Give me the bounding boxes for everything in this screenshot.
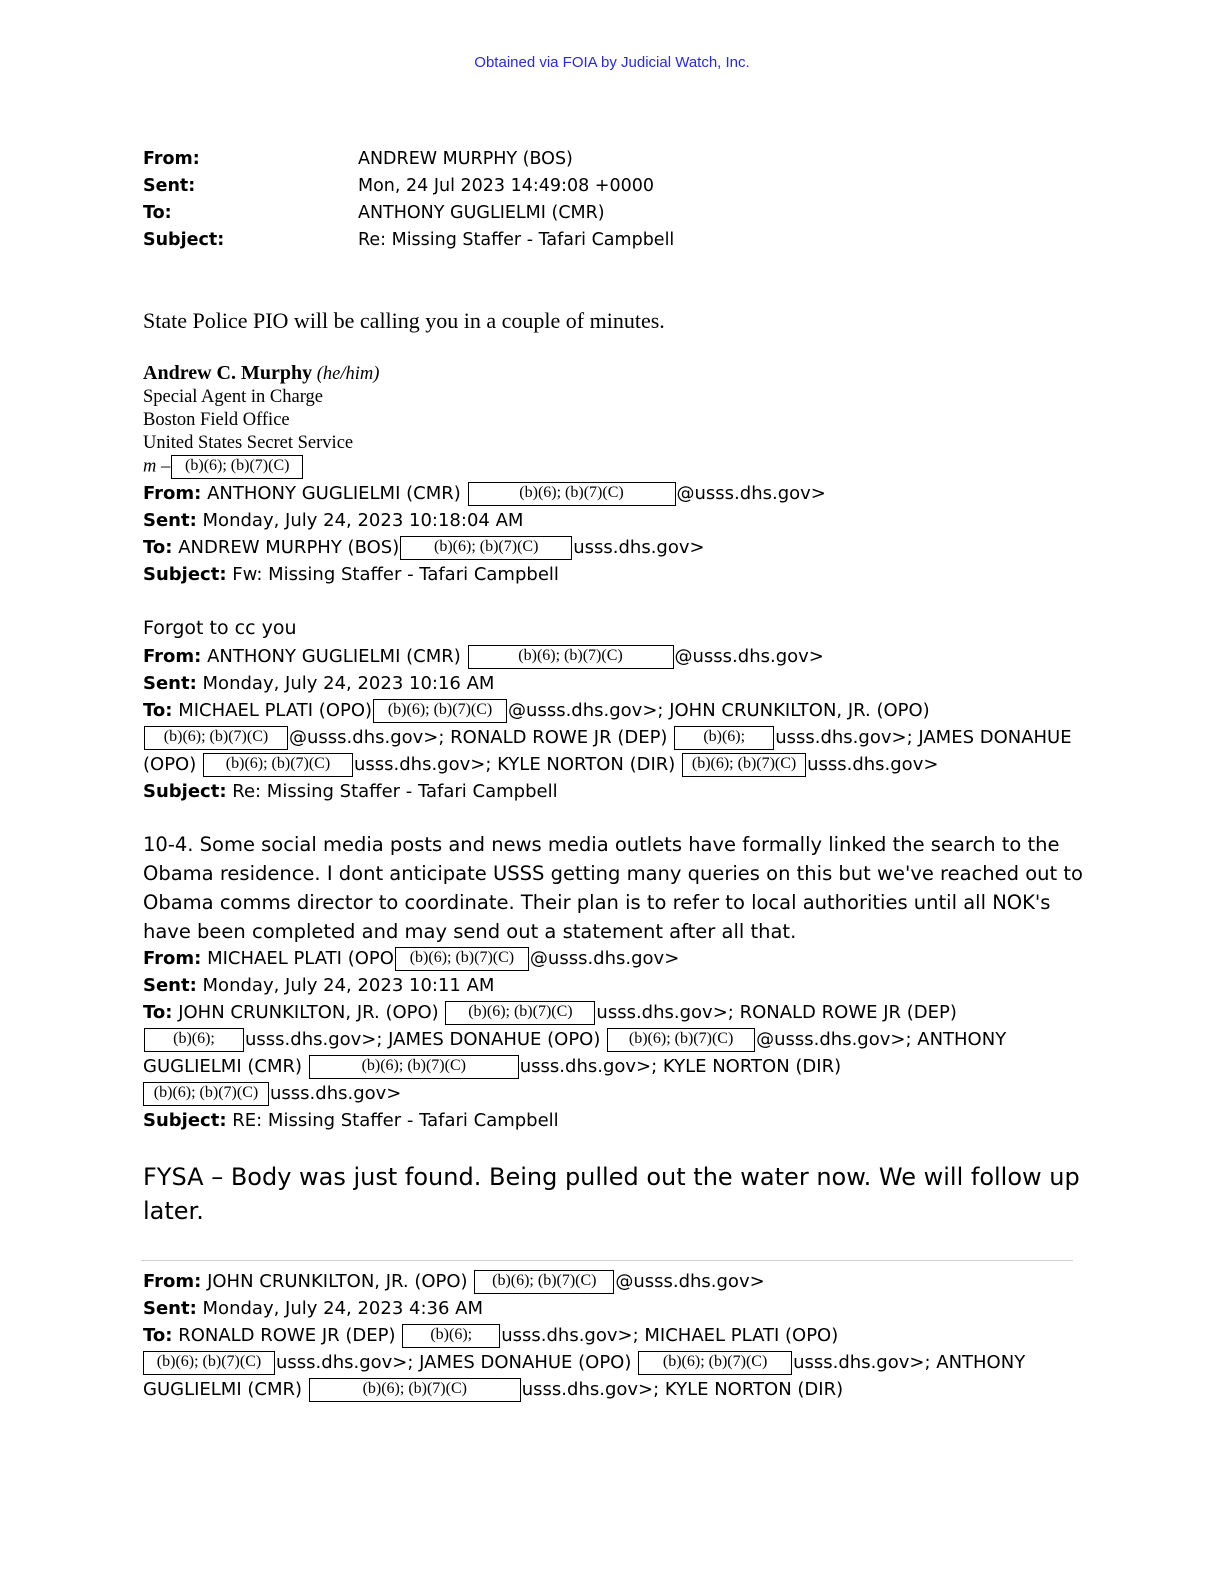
sent-label: Sent: [143, 673, 197, 694]
divider [141, 1260, 1073, 1261]
to-value: usss.dhs.gov>; KYLE NORTON (DIR) [353, 754, 676, 775]
to-domain: usss.dhs.gov> [573, 537, 705, 558]
to-value: usss.dhs.gov>; JAMES DONAHUE (OPO) [276, 1352, 632, 1373]
to-value: GUGLIELMI (CMR) [143, 1379, 303, 1400]
subject-label: Subject: [143, 1110, 227, 1131]
redaction-box: (b)(6); (b)(7)(C) [203, 753, 353, 777]
sent-value: Monday, July 24, 2023 10:18:04 AM [202, 510, 524, 531]
from-value: ANDREW MURPHY (BOS) [358, 149, 573, 169]
to-value: usss.dhs.gov>; RONALD ROWE JR (DEP) [596, 1002, 957, 1023]
from-label: From: [143, 646, 202, 667]
to-label: To: [143, 700, 173, 721]
message-body: State Police PIO will be calling you in a couple of minutes. [143, 308, 665, 333]
sent-label: Sent: [143, 1298, 197, 1319]
to-value: usss.dhs.gov> [807, 754, 939, 775]
redaction-box: (b)(6); (b)(7)(C) [309, 1055, 519, 1079]
to-value: usss.dhs.gov>; JAMES DONAHUE (OPO) [245, 1029, 601, 1050]
signature-agency: United States Secret Service [143, 433, 354, 453]
from-label: From: [143, 948, 202, 969]
signature-block [143, 362, 379, 479]
to-value: MICHAEL PLATI (OPO) [178, 700, 373, 721]
redaction-box: (b)(6); (b)(7)(C) [395, 947, 529, 971]
foia-watermark: Obtained via FOIA by Judicial Watch, Inc. [474, 54, 750, 71]
to-value: JOHN CRUNKILTON, JR. (OPO) [178, 1002, 439, 1023]
sent-value: Mon, 24 Jul 2023 14:49:08 +0000 [358, 176, 654, 196]
message4-header [143, 945, 1006, 1134]
redaction-box: (b)(6); (b)(7)(C) [143, 1082, 269, 1106]
subject-label: Subject: [143, 781, 227, 802]
to-value: GUGLIELMI (CMR) [143, 1056, 303, 1077]
from-label: From: [143, 1271, 202, 1292]
from-domain: @usss.dhs.gov> [615, 1271, 765, 1292]
to-label: To: [143, 1325, 173, 1346]
sent-value: Monday, July 24, 2023 4:36 AM [202, 1298, 483, 1319]
from-domain: @usss.dhs.gov> [676, 483, 826, 504]
message3-body: 10-4. Some social media posts and news media outlets have formally linked the search to the Obama residence. I dont anticipate USSS getting many queries on this but we've reached out to Obama comms director to coordinate. Their plan is to refer to local authorities until all NOK's have been completed and may send out a statement after all that. [143, 833, 1083, 943]
to-value: usss.dhs.gov>; KYLE NORTON (DIR) [521, 1379, 844, 1400]
redaction-box: (b)(6); (b)(7)(C) [607, 1028, 755, 1052]
redaction-box: (b)(6); [402, 1324, 500, 1348]
subject-value: RE: Missing Staffer - Tafari Campbell [232, 1110, 559, 1131]
header-to-row [143, 200, 674, 227]
to-value: usss.dhs.gov>; JAMES DONAHUE [775, 727, 1072, 748]
to-value: usss.dhs.gov>; ANTHONY [793, 1352, 1026, 1373]
from-domain: @usss.dhs.gov> [529, 948, 680, 969]
sent-label: Sent: [143, 975, 197, 996]
signature-title: Special Agent in Charge [143, 387, 323, 407]
to-value: usss.dhs.gov>; KYLE NORTON (DIR) [519, 1056, 842, 1077]
to-label: To: [143, 203, 172, 223]
to-value: ANTHONY GUGLIELMI (CMR) [358, 203, 605, 223]
email-header [143, 146, 674, 254]
sent-value: Monday, July 24, 2023 10:11 AM [202, 975, 495, 996]
from-value: ANTHONY GUGLIELMI (CMR) [207, 646, 461, 667]
sent-label: Sent: [143, 176, 196, 196]
redaction-box: (b)(6); (b)(7)(C) [373, 699, 507, 723]
redaction-box: (b)(6); (b)(7)(C) [682, 753, 806, 777]
redaction-box: (b)(6); (b)(7)(C) [171, 455, 303, 479]
from-label: From: [143, 149, 200, 169]
signature-pronouns: (he/him) [316, 364, 380, 384]
subject-label: Subject: [143, 230, 225, 250]
signature-name: Andrew C. Murphy [143, 362, 313, 384]
message5-header [143, 1268, 1025, 1403]
to-value: @usss.dhs.gov>; JOHN CRUNKILTON, JR. (OPO) [508, 700, 930, 721]
redaction-box: (b)(6); (b)(7)(C) [400, 536, 572, 560]
to-value: @usss.dhs.gov>; ANTHONY [756, 1029, 1007, 1050]
from-value: JOHN CRUNKILTON, JR. (OPO) [207, 1271, 468, 1292]
message2-header [143, 480, 826, 588]
from-domain: @usss.dhs.gov> [674, 646, 824, 667]
signature-office: Boston Field Office [143, 410, 290, 430]
to-value: usss.dhs.gov> [270, 1083, 402, 1104]
from-value: MICHAEL PLATI (OPO [207, 948, 394, 969]
redaction-box: (b)(6); (b)(7)(C) [474, 1270, 614, 1294]
header-subject-row [143, 227, 674, 254]
message2-body: Forgot to cc you [143, 617, 297, 639]
to-value: RONALD ROWE JR (DEP) [178, 1325, 396, 1346]
header-sent-row [143, 173, 674, 200]
redaction-box: (b)(6); (b)(7)(C) [143, 1351, 275, 1375]
subject-value: Fw: Missing Staffer - Tafari Campbell [232, 564, 559, 585]
redaction-box: (b)(6); [674, 726, 774, 750]
message4-body: FYSA – Body was just found. Being pulled out the water now. We will follow up later. [143, 1163, 1080, 1225]
to-label: To: [143, 1002, 173, 1023]
redaction-box: (b)(6); [144, 1028, 244, 1052]
from-label: From: [143, 483, 202, 504]
signature-mobile-prefix: m – [143, 456, 171, 477]
redaction-box: (b)(6); (b)(7)(C) [468, 645, 674, 669]
to-value: @usss.dhs.gov>; RONALD ROWE JR (DEP) [289, 727, 668, 748]
sent-value: Monday, July 24, 2023 10:16 AM [202, 673, 495, 694]
redaction-box: (b)(6); (b)(7)(C) [309, 1378, 521, 1402]
header-from-row [143, 146, 674, 173]
to-value: (OPO) [143, 754, 197, 775]
redaction-box: (b)(6); (b)(7)(C) [445, 1001, 595, 1025]
subject-value: Re: Missing Staffer - Tafari Campbell [358, 230, 675, 250]
redaction-box: (b)(6); (b)(7)(C) [144, 726, 288, 750]
to-label: To: [143, 537, 173, 558]
subject-value: Re: Missing Staffer - Tafari Campbell [232, 781, 558, 802]
to-value: usss.dhs.gov>; MICHAEL PLATI (OPO) [501, 1325, 839, 1346]
sent-label: Sent: [143, 510, 197, 531]
message3-header [143, 643, 1072, 805]
to-value: ANDREW MURPHY (BOS) [178, 537, 400, 558]
from-value: ANTHONY GUGLIELMI (CMR) [207, 483, 461, 504]
redaction-box: (b)(6); (b)(7)(C) [468, 482, 676, 506]
subject-label: Subject: [143, 564, 227, 585]
redaction-box: (b)(6); (b)(7)(C) [638, 1351, 792, 1375]
